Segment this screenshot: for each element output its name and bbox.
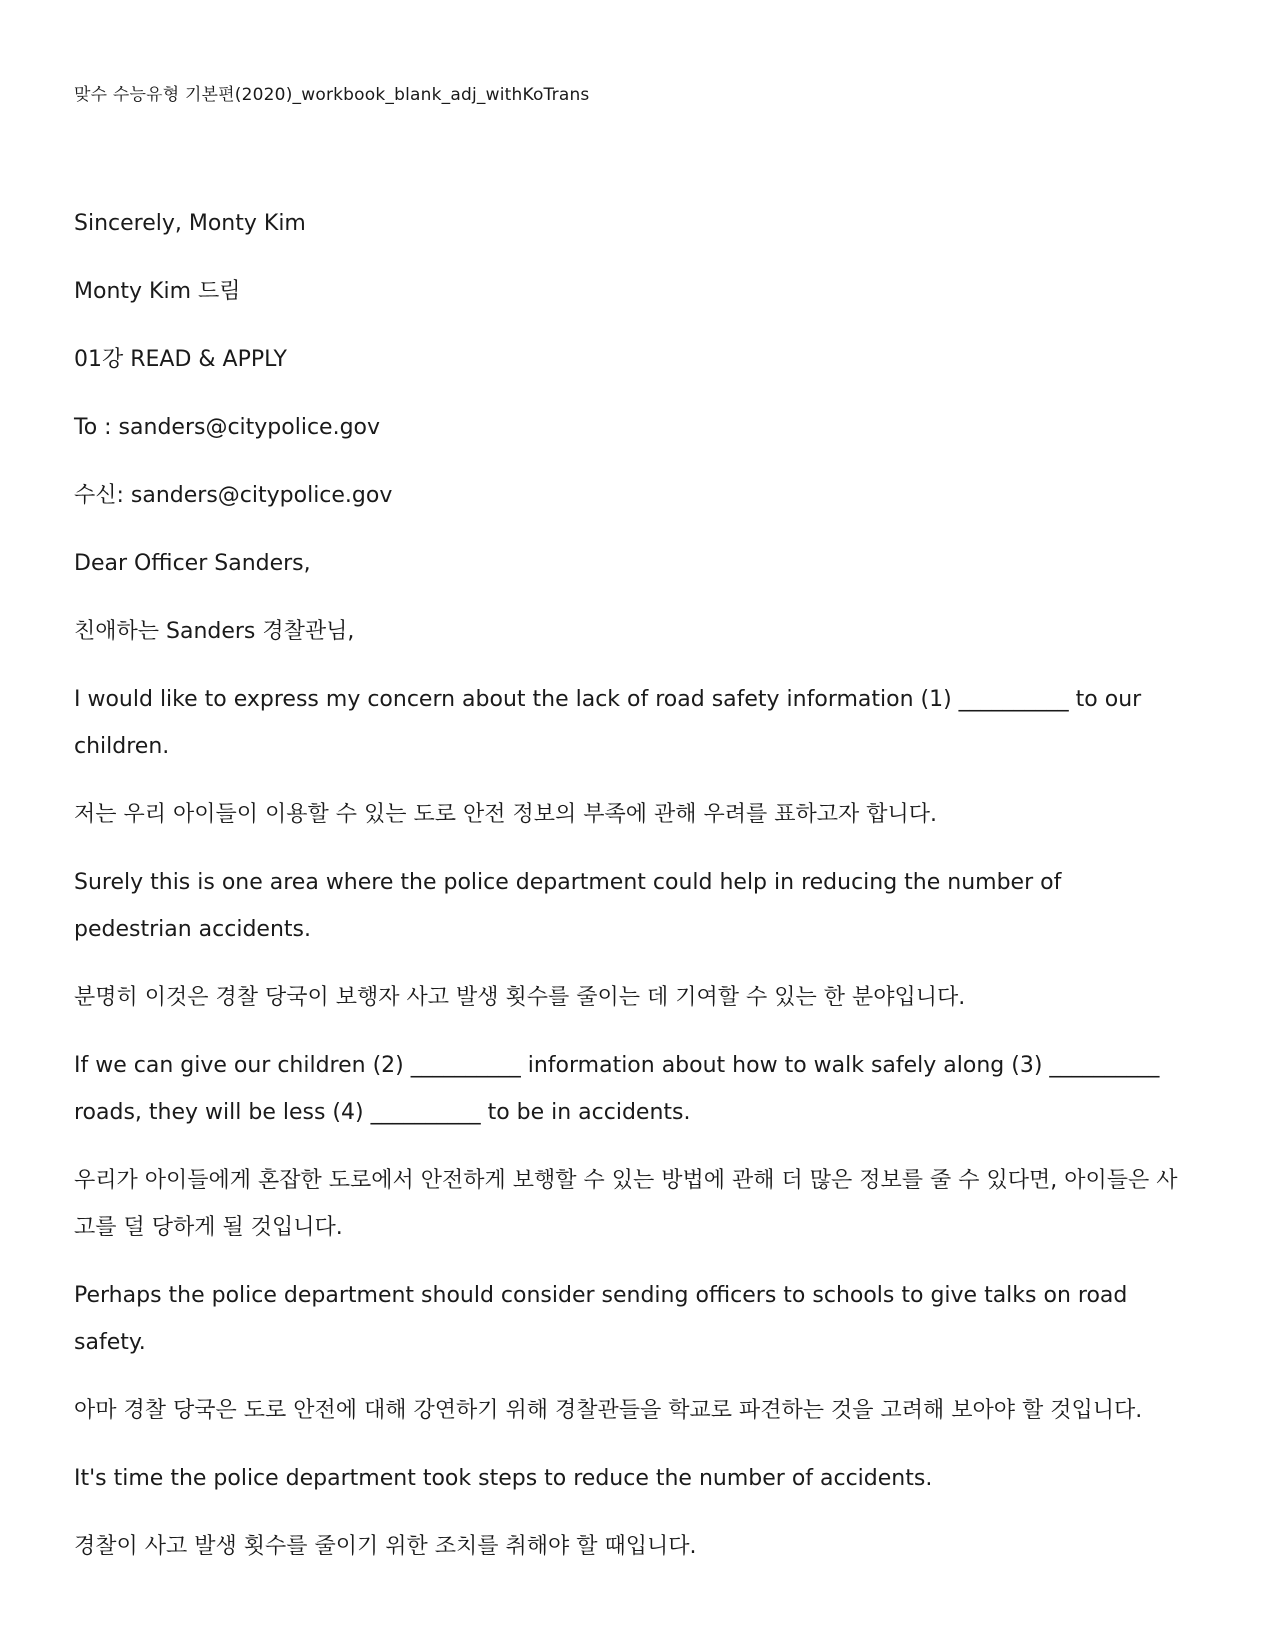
recipient-line: To : sanders@citypolice.gov [74, 415, 381, 440]
sentence-3: If we can give our children (2) __________ information about how to walk safely along (3) __________ roads, they will be less (4) __________ to be in accidents. [74, 1053, 1167, 1125]
sentence-4-translation: 아마 경찰 당국은 도로 안전에 대해 강연하기 위해 경찰관들을 학교로 파견하는 것을 고려해 보아야 할 것입니다. [74, 1398, 1143, 1423]
sentence-1: I would like to express my concern about the lack of road safety information (1) __________ to our children. [74, 687, 1149, 759]
document-body [74, 200, 1184, 1591]
sentence-1-translation: 저는 우리 아이들이 이용할 수 있는 도로 안전 정보의 부족에 관해 우려를 표하고자 합니다. [74, 802, 937, 827]
sentence-3-translation: 우리가 아이들에게 혼잡한 도로에서 안전하게 보행할 수 있는 방법에 관해 더 많은 정보를 줄 수 있다면, 아이들은 사고를 덜 당하게 될 것입니다. [74, 1168, 1178, 1240]
document-header: 맞수 수능유형 기본편(2020)_workbook_blank_adj_withKoTrans [74, 85, 590, 105]
salutation: Dear Officer Sanders, [74, 551, 311, 576]
lesson-heading: 01강 READ & APPLY [74, 347, 287, 372]
salutation-translation: 친애하는 Sanders 경찰관님, [74, 619, 355, 644]
recipient-line-translation: 수신: sanders@citypolice.gov [74, 483, 393, 508]
closing-line-translation: Monty Kim 드림 [74, 279, 241, 304]
sentence-2: Surely this is one area where the police department could help in reducing the number of pedestrian accidents. [74, 870, 1069, 942]
sentence-4: Perhaps the police department should consider sending officers to schools to give talks on road safety. [74, 1283, 1135, 1355]
sentence-2-translation: 분명히 이것은 경찰 당국이 보행자 사고 발생 횟수를 줄이는 데 기여할 수 있는 한 분야입니다. [74, 985, 966, 1010]
sentence-5: It's time the police department took steps to reduce the number of accidents. [74, 1466, 933, 1491]
sentence-5-translation: 경찰이 사고 발생 횟수를 줄이기 위한 조치를 취해야 할 때입니다. [74, 1534, 697, 1559]
closing-line: Sincerely, Monty Kim [74, 211, 306, 236]
